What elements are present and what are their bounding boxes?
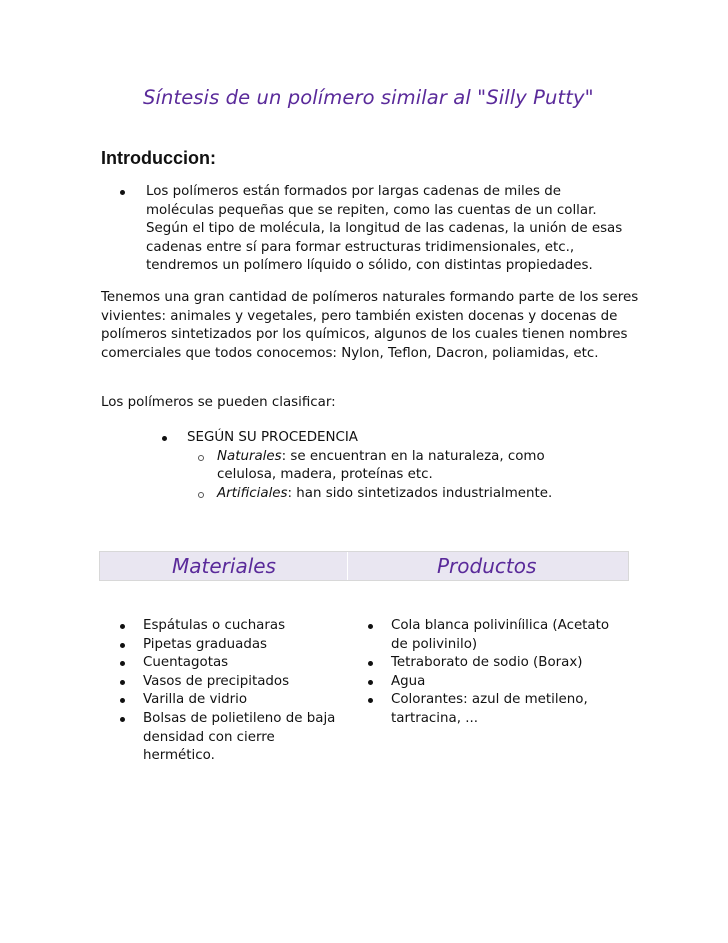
hollow-bullet-icon: [198, 455, 204, 461]
bullet-icon: [368, 698, 373, 703]
bullet-icon: [162, 436, 167, 441]
material-item: Espátulas o cucharas: [143, 618, 286, 633]
classification-list: [162, 429, 602, 503]
productos-list: [368, 617, 628, 729]
bullet-icon: [120, 190, 125, 195]
bullet-icon: [120, 698, 125, 703]
bullet-icon: [120, 643, 125, 648]
material-item: Bolsas de polietileno de baja densidad con cierre hermético.: [143, 710, 336, 764]
intro-bullet-text: Los polímeros están formados por largas cadenas de miles de moléculas pequeñas que se repiten, como las cuentas de un collar. Según el tipo de molécula, la longitud de las cadenas, la unión de esas cadenas entre sí para formar estructuras tridimensionales, etc., tendremos un polímero líquido o sólido, con distintas propiedades.: [146, 184, 623, 274]
material-item: Vasos de precipitados: [143, 673, 290, 689]
bullet-icon: [368, 624, 373, 629]
producto-item: Colorantes: azul de metileno, tartracina, ...: [391, 692, 588, 726]
materiales-header: Materiales: [100, 552, 348, 580]
list-item: [368, 654, 628, 673]
classification-heading: SEGÚN SU PROCEDENCIA: [187, 430, 358, 445]
materiales-list: [120, 617, 350, 766]
list-item: [120, 183, 630, 276]
bullet-icon: [120, 624, 125, 629]
bullet-icon: [368, 661, 373, 666]
producto-item: Cola blanca poliviníilica (Acetato de polivinilo): [391, 618, 610, 652]
term-naturales: Naturales: [217, 448, 282, 464]
term-artificiales: Artificiales: [217, 485, 288, 501]
table-header-row: [99, 551, 629, 581]
bullet-icon: [120, 661, 125, 666]
list-item: [120, 691, 350, 710]
paragraph-polymers: Tenemos una gran cantidad de polímeros naturales formando parte de los seres vivientes: animales y vegetales, pero también existen docenas y docenas de polímeros sintetizados por los químicos, algunos de los cuales tienen nombres comerciales que todos conocemos: Nylon, Teflon, Dacron, poliamidas, etc.: [101, 290, 639, 361]
list-item: [120, 673, 350, 692]
intro-bullet-list: [120, 183, 630, 276]
list-item: [120, 617, 350, 636]
list-item: [368, 673, 628, 692]
list-item: [120, 636, 350, 655]
producto-item: Agua: [391, 673, 426, 689]
intro-heading: Introduccion:: [101, 148, 216, 168]
bullet-icon: [120, 717, 125, 722]
bullet-icon: [368, 680, 373, 685]
material-item: Cuentagotas: [143, 655, 229, 671]
hollow-bullet-icon: [198, 492, 204, 498]
classification-sub-list: [187, 448, 602, 504]
material-item: Pipetas graduadas: [143, 636, 268, 652]
list-item: [368, 691, 628, 728]
list-item: [120, 654, 350, 673]
paragraph-classification: Los polímeros se pueden clasificar:: [101, 395, 336, 410]
list-item: [187, 448, 602, 485]
list-item: [162, 429, 602, 448]
list-item: [120, 710, 350, 766]
list-item: [368, 617, 628, 654]
definition-artificiales: : han sido sintetizados industrialmente.: [287, 485, 553, 501]
bullet-icon: [120, 680, 125, 685]
document-title: Síntesis de un polímero similar al "Silly Putty": [143, 86, 594, 109]
material-item: Varilla de vidrio: [143, 692, 248, 708]
productos-header: Productos: [348, 552, 628, 580]
producto-item: Tetraborato de sodio (Borax): [391, 655, 583, 671]
definition-naturales: : se encuentran en la naturaleza, como celulosa, madera, proteínas etc.: [217, 448, 545, 483]
list-item: [187, 485, 602, 504]
